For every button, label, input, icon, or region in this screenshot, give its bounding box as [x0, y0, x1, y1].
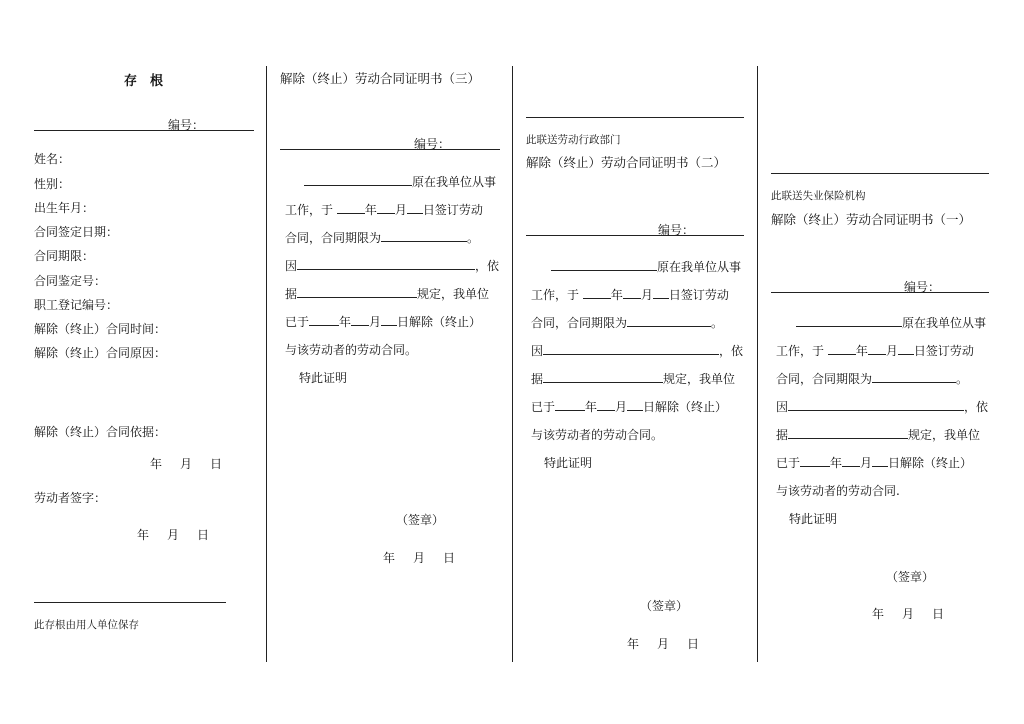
cert2-line7: 与该劳动者的劳动合同。 [531, 428, 664, 442]
cert2-number-line [526, 235, 744, 236]
cert2-title: 解除（终止）劳动合同证明书（二） [526, 155, 727, 170]
cert2-recipient: 此联送劳动行政部门 [526, 134, 621, 146]
cert2-line3: 合同，合同期限为 。 [531, 316, 724, 330]
cert3-date: 年 月 日 [383, 551, 456, 565]
cert1-certify: 特此证明 [789, 512, 838, 526]
stub-number-line [34, 130, 254, 131]
cert2-line2: 工作，于 年 月 日签订劳动 [531, 288, 729, 302]
cert3-line6: 已于 年 月 日解除（终止） [285, 315, 482, 329]
cert2-top-line [526, 117, 744, 118]
stub-field-gender: 性别： [34, 177, 71, 191]
cert2-date: 年 月 日 [627, 637, 700, 651]
stub-title: 存 根 [124, 74, 164, 89]
stub-field-termination-reason: 解除（终止）合同原因： [34, 346, 167, 360]
cert3-line3: 合同，合同期限为 。 [285, 231, 480, 245]
divider [512, 66, 513, 662]
stub-field-termination-time: 解除（终止）合同时间： [34, 322, 167, 336]
cert3-line1: 原在我单位从事 [304, 173, 496, 190]
cert2-line5: 据 规定，我单位 [531, 372, 736, 386]
cert3-line2: 工作，于 年 月 日签订劳动 [285, 203, 483, 217]
stub-basis-label: 解除（终止）合同依据： [34, 425, 167, 439]
cert1-date: 年 月 日 [872, 607, 945, 621]
cert3-title: 解除（终止）劳动合同证明书（三） [280, 71, 481, 86]
cert3-number-line [280, 149, 500, 150]
cert1-recipient: 此联送失业保险机构 [771, 190, 866, 202]
cert3-line4: 因 ，依 [285, 259, 500, 273]
stub-field-name: 姓名： [34, 152, 71, 166]
cert2-line4: 因 ，依 [531, 344, 744, 358]
cert3-seal: （签章） [396, 513, 445, 527]
cert1-line3: 合同，合同期限为 。 [776, 372, 969, 386]
cert3-number-label: 编号： [414, 137, 451, 151]
stub-field-staff-reg-no: 职工登记编号： [34, 298, 119, 312]
divider [266, 66, 267, 662]
cert2-seal: （签章） [640, 599, 689, 613]
cert3-line5: 据 规定，我单位 [285, 287, 490, 301]
cert1-number-line [771, 292, 989, 293]
stub-signature-label: 劳动者签字： [34, 491, 107, 505]
stub-field-appraisal-no: 合同鉴定号： [34, 274, 107, 288]
stub-field-contract-term: 合同期限： [34, 249, 95, 263]
cert1-line4: 因 ，依 [776, 400, 989, 414]
cert1-title: 解除（终止）劳动合同证明书（一） [771, 212, 972, 227]
stub-number-label: 编号： [168, 118, 205, 132]
cert3-line7: 与该劳动者的劳动合同。 [285, 343, 418, 357]
cert1-line1: 原在我单位从事 [796, 314, 986, 331]
stub-footer: 此存根由用人单位保存 [34, 619, 139, 631]
cert3-certify: 特此证明 [299, 371, 348, 385]
cert2-certify: 特此证明 [544, 456, 593, 470]
cert2-line1: 原在我单位从事 [551, 258, 741, 275]
cert1-number-label: 编号： [904, 280, 941, 294]
cert1-top-line [771, 173, 989, 174]
cert1-line6: 已于 年 月 日解除（终止） [776, 456, 973, 470]
stub-field-contract-date: 合同签定日期： [34, 225, 119, 239]
stub-footer-line [34, 602, 226, 603]
stub-date-2: 年 月 日 [137, 528, 210, 542]
cert1-seal: （签章） [886, 570, 935, 584]
divider [757, 66, 758, 662]
stub-field-birth: 出生年月： [34, 201, 95, 215]
cert2-line6: 已于 年 月 日解除（终止） [531, 400, 728, 414]
cert2-number-label: 编号： [658, 223, 695, 237]
cert1-line2: 工作，于 年 月 日签订劳动 [776, 344, 974, 358]
cert1-line7: 与该劳动者的劳动合同. [776, 484, 900, 498]
stub-date-1: 年 月 日 [150, 457, 223, 471]
cert1-line5: 据 规定，我单位 [776, 428, 981, 442]
